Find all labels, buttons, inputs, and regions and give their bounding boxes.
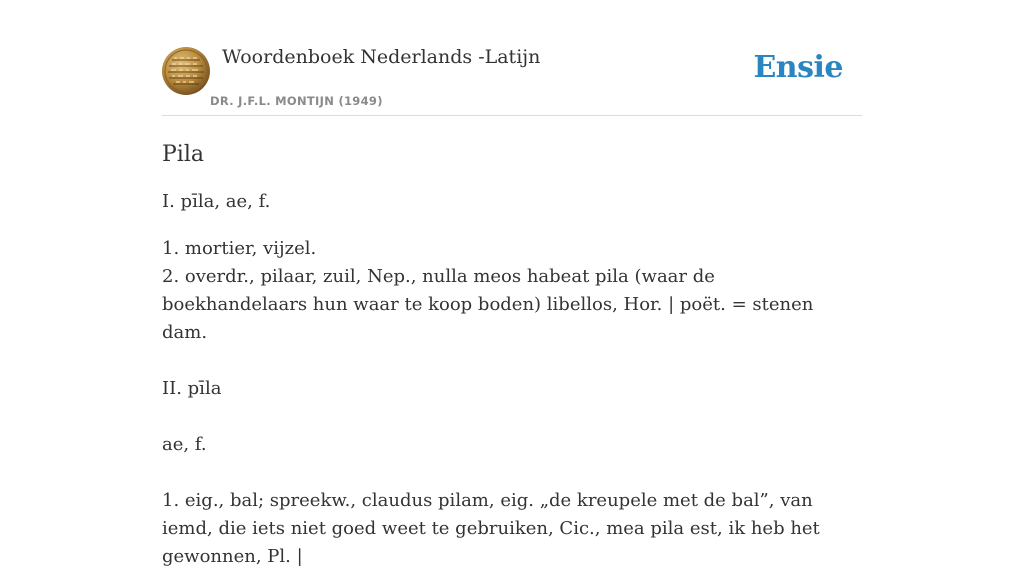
grammar-2: ae, f. [162, 434, 207, 455]
page-title: Pila [162, 142, 204, 167]
coin-inscription-icon[interactable] [162, 47, 210, 95]
headword-1: I. pīla, ae, f. [162, 191, 271, 212]
sense-1: 1. mortier, vijzel. [162, 238, 317, 259]
sense-3: 1. eig., bal; spreekw., claudus pilam, eig. „de kreupele met de bal”, van iemd, die iets niet goed weet te gebruiken, Cic., mea pila est, ik heb het gewonnen, Pl. | [162, 490, 820, 567]
book-author: DR. J.F.L. MONTIJN (1949) [210, 94, 383, 108]
entry-card [162, 40, 862, 571]
book-title[interactable]: Woordenboek Nederlands -Latijn [222, 46, 541, 68]
sense-2: 2. overdr., pilaar, zuil, Nep., nulla meos habeat pila (waar de boekhandelaars hun waar te koop boden) libellos, Hor. | poët. = stenen dam. [162, 266, 814, 343]
entry-content [162, 140, 862, 571]
page-header [162, 40, 862, 116]
ensie-logo-link[interactable]: Ensie [753, 50, 843, 85]
headword-2: II. pīla [162, 378, 222, 399]
